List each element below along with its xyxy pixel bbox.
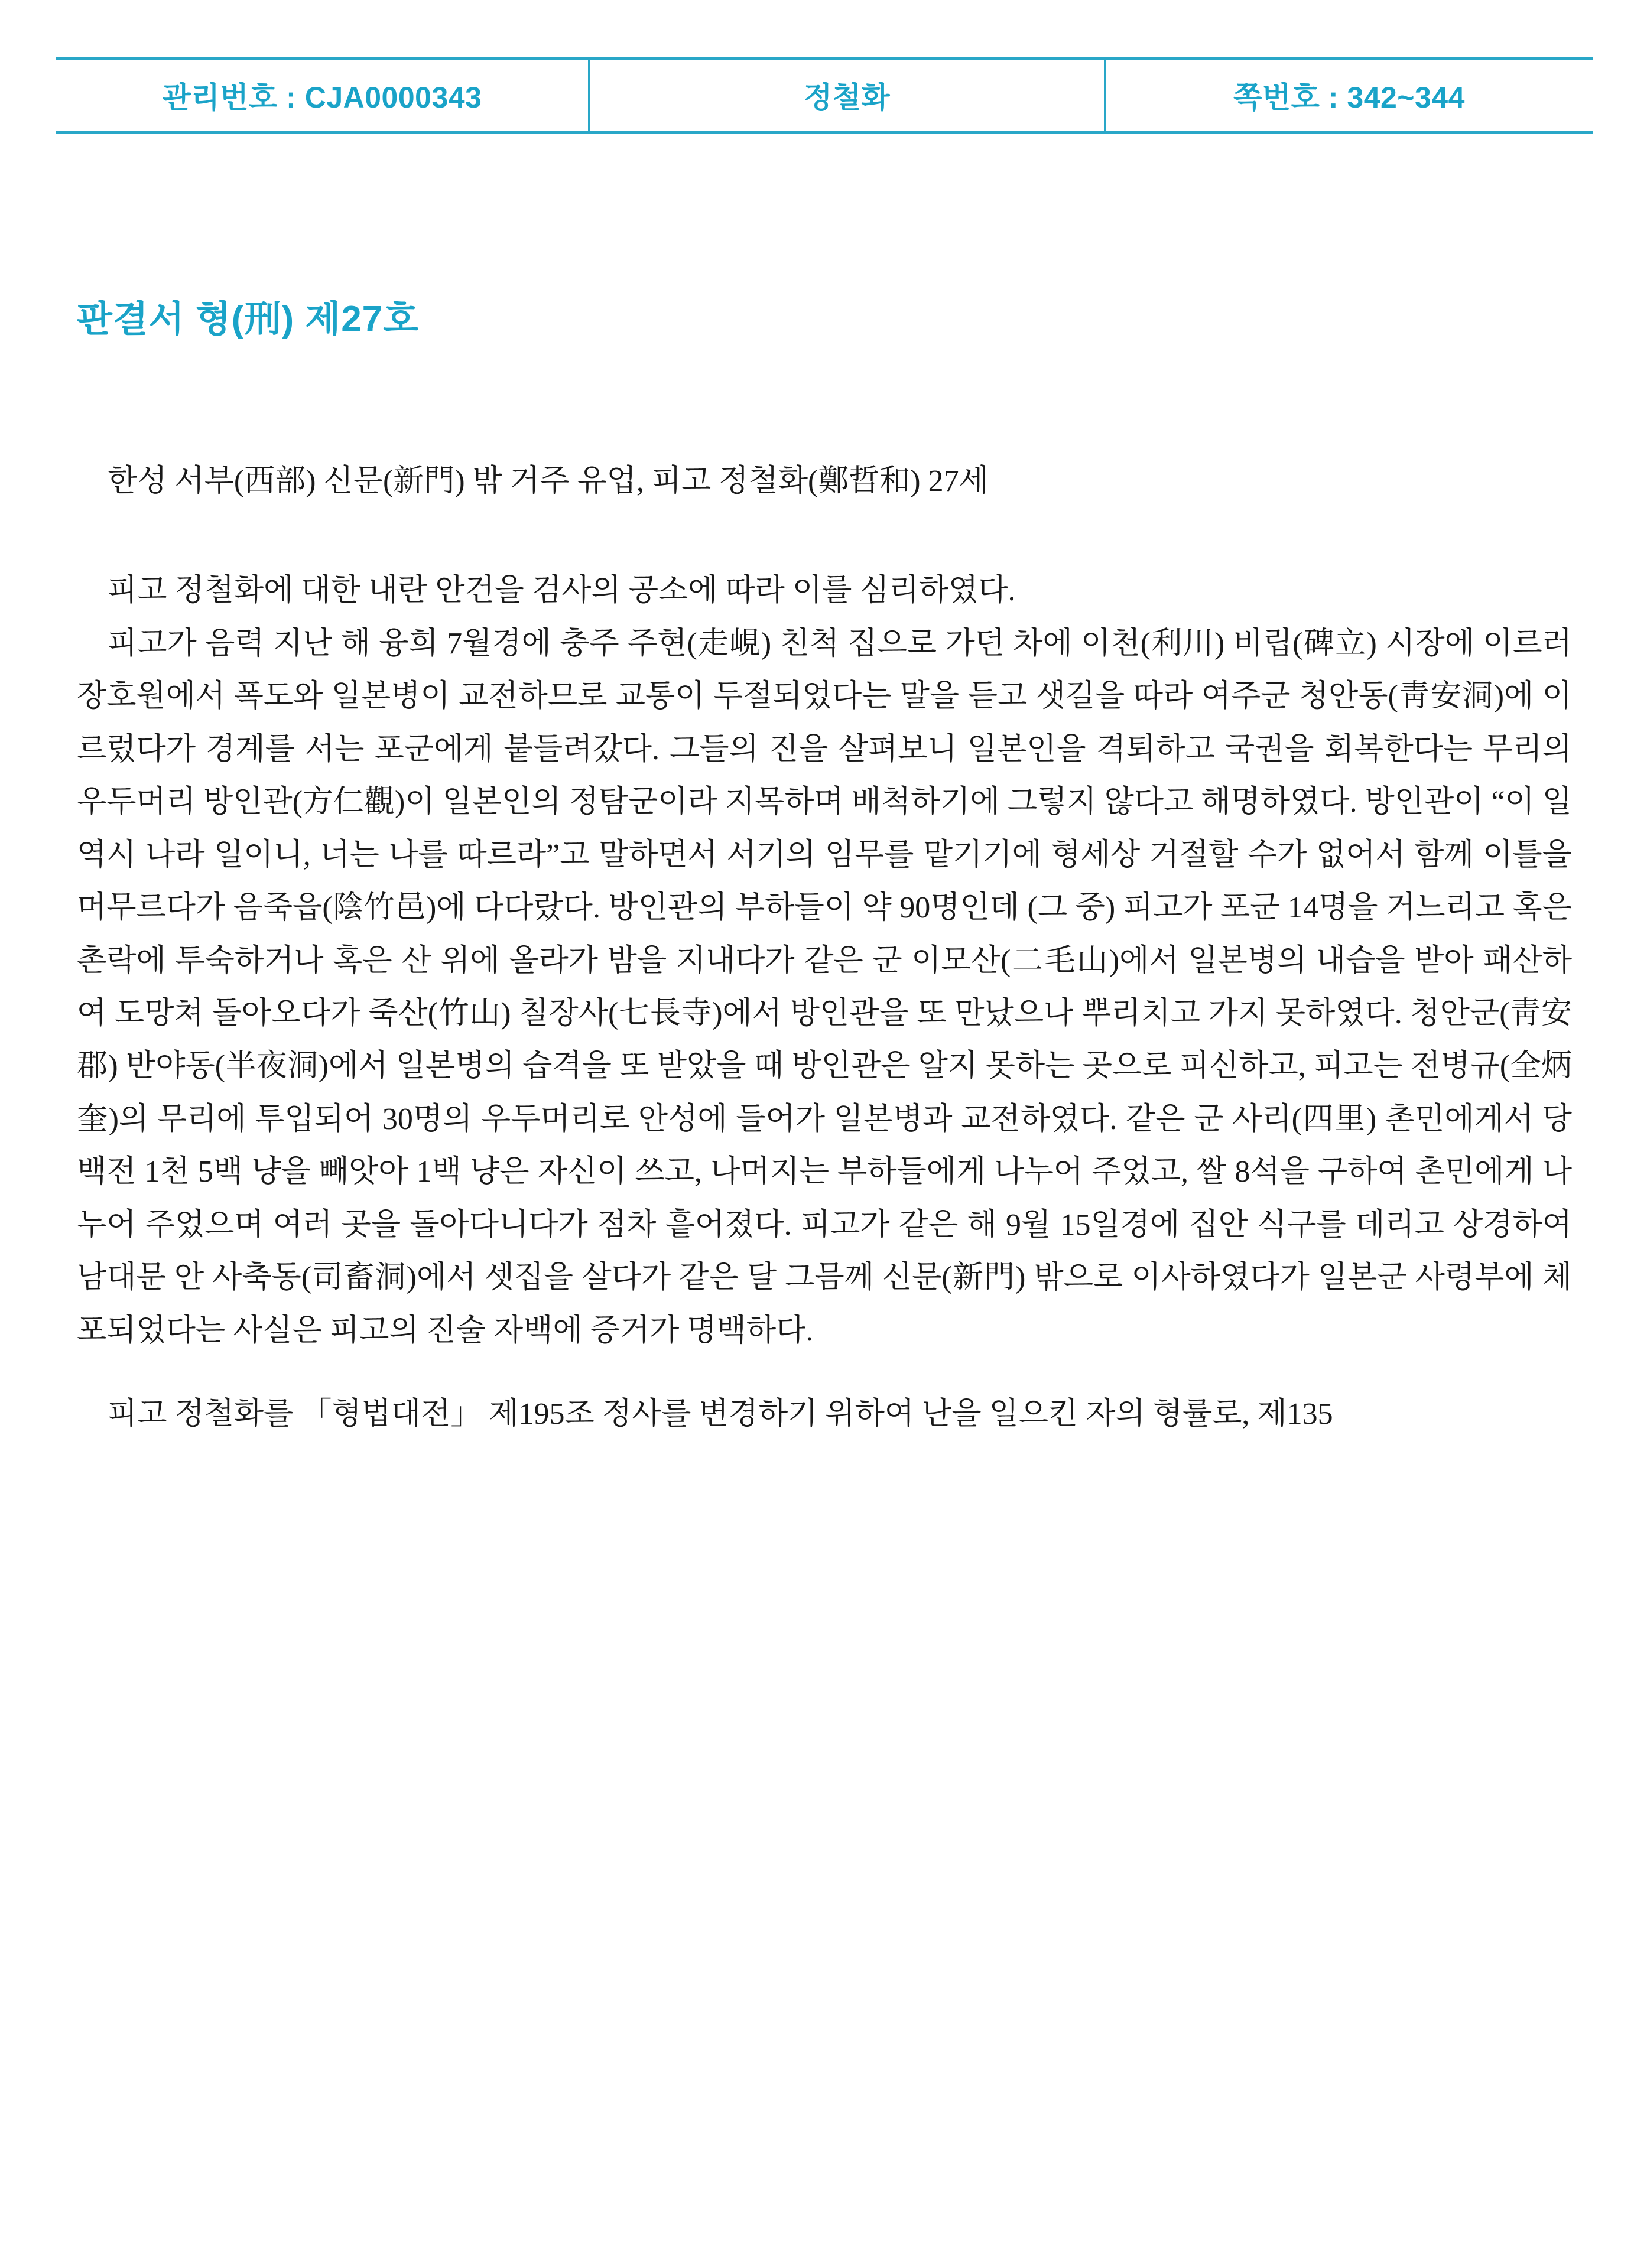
paragraph-case-review: 피고 정철화에 대한 내란 안건을 검사의 공소에 따라 이를 심리하였다. xyxy=(108,574,1016,608)
spacer xyxy=(77,507,1572,564)
spacer xyxy=(77,1357,1572,1388)
header-person-name: 정철화 xyxy=(588,60,1106,131)
paragraph-facts: 피고가 음력 지난 해 융희 7월경에 충주 주현(走峴) 친척 집으로 가던 차에 이천(利川) 비립(碑立) 시장에 이르러 장호원에서 폭도와 일본병이 교전하므로 교통이 두절되었다는 말을 듣고 샛길을 따라 여주군 청안동(靑安洞)에 이르렀다가 경계를 서는 포군에게 붙들려갔다. 그들의 진을 살펴보니 일본인을 격퇴하고 국권을 회복한다는 무리의 우두머리 방인관(方仁觀)이 일본인의 정탐군이라 지목하며 배척하기에 그렇지 않다고 해명하였다. 방인관이 “이 일 역시 나라 일이니, 너는 나를 따르라”고 말하면서 서기의 임무를 맡기기에 형세상 거절할 수가 없어서 함께 이틀을 머무르다가 음죽읍(陰竹邑)에 다다랐다. 방인관의 부하들이 약 90명인데 (그 중) 피고가 포군 14명을 거느리고 혹은 촌락에 투숙하거나 혹은 산 위에 올라가 밤을 지내다가 같은 군 이모산(二毛山)에서 일본병의 내습을 받아 패산하여 도망쳐 돌아오다가 죽산(竹山) 칠장사(七長寺)에서 방인관을 또 만났으나 뿌리치고 가지 못하였다. 청안군(靑安郡) 반야동(半夜洞)에서 일본병의 습격을 또 받았을 때 방인관은 알지 못하는 곳으로 피신하고, 피고는 전병규(全炳奎)의 무리에 투입되어 30명의 우두머리로 안성에 들어가 일본병과 교전하였다. 같은 군 사리(四里) 촌민에게서 당백전 1천 5백 냥을 빼앗아 1백 냥은 자신이 쓰고, 나머지는 부하들에게 나누어 주었고, 쌀 8석을 구하여 촌민에게 나누어 주었으며 여러 곳을 돌아다니다가 점차 흩어졌다. 피고가 같은 해 9월 15일경에 집안 식구를 데리고 상경하여 남대문 안 사축동(司畜洞)에서 셋집을 살다가 같은 달 그믐께 신문(新門) 밖으로 이사하였다가 일본군 사령부에 체포되었다는 사실은 피고의 진술 자백에 증거가 명백하다. xyxy=(77,626,1572,1348)
header-page-range: 쪽번호 : 342~344 xyxy=(1233,81,1465,114)
document-body xyxy=(77,455,1572,1440)
page-title: 판결서 형(刑) 제27호 xyxy=(77,299,420,340)
defendant-identification-line: 한성 서부(西部) 신문(新門) 밖 거주 유업, 피고 정철화(鄭哲和) 27세 xyxy=(108,464,989,498)
page-header xyxy=(56,57,1593,134)
header-management-number: 관리번호 : CJA0000343 xyxy=(162,81,482,114)
paragraph-sentencing: 피고 정철화를 「형법대전」 제195조 정사를 변경하기 위하여 난을 일으킨 자의 형률로, 제135 xyxy=(108,1397,1333,1431)
